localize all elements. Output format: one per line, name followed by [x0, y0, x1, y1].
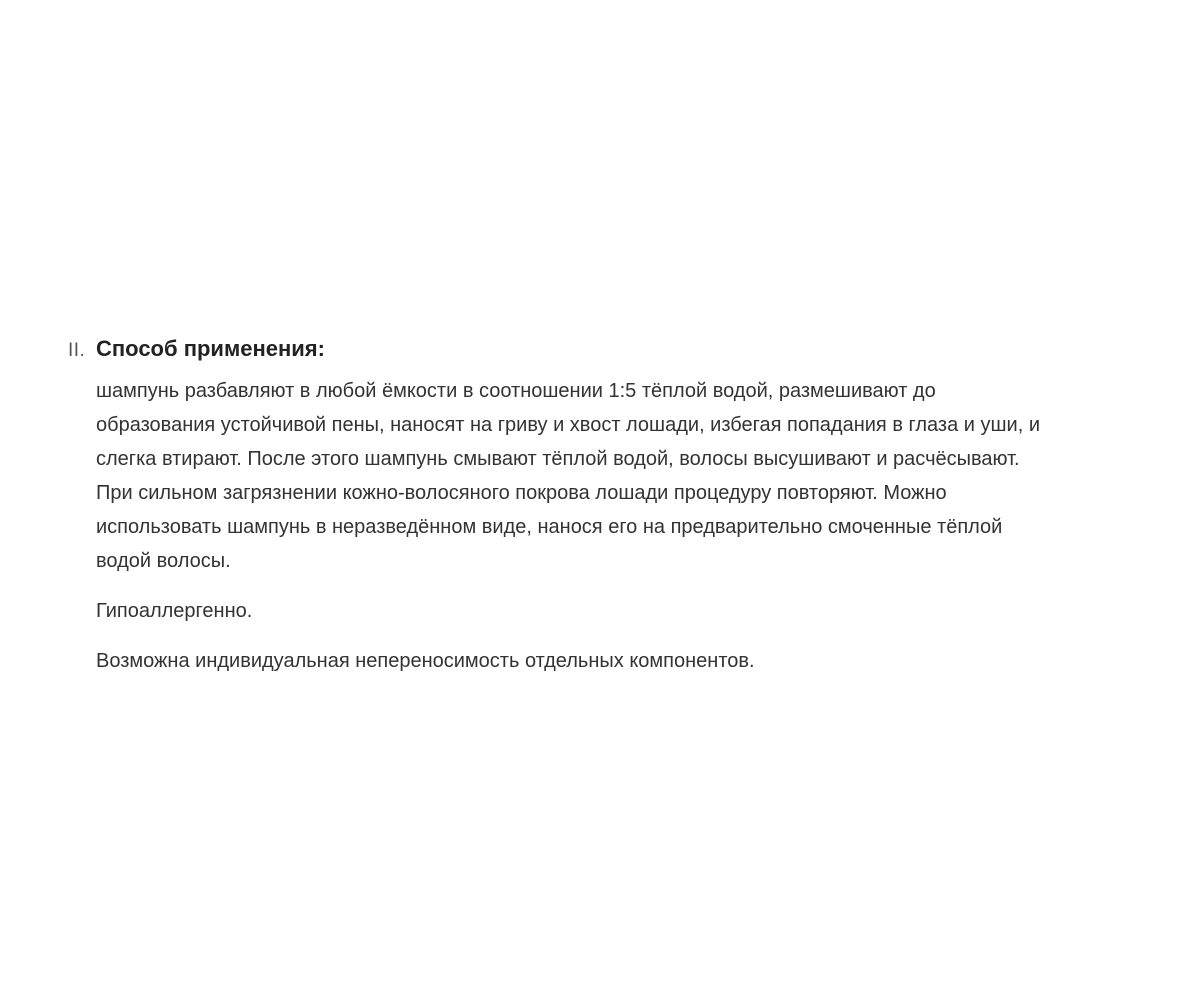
- instructions-line: слегка втирают. После этого шампунь смывают тёплой водой, волосы высушивают и расчёсывают.: [96, 448, 1020, 470]
- instructions-paragraph: [96, 374, 1188, 578]
- instructions-line: использовать шампунь в неразведённом виде, нанося его на предварительно смоченные тёплой: [96, 516, 1003, 538]
- instructions-line: шампунь разбавляют в любой ёмкости в соотношении 1:5 тёплой водой, размешивают до: [96, 380, 936, 402]
- hypoallergenic-note: Гипоаллергенно.: [96, 600, 253, 622]
- instructions-line: водой волосы.: [96, 550, 231, 572]
- intolerance-note: Возможна индивидуальная непереносимость отдельных компонентов.: [96, 650, 755, 672]
- section-body: [96, 374, 1188, 678]
- section-header: [68, 336, 1188, 370]
- section-number: II.: [68, 340, 86, 361]
- section-title: Способ применения:: [96, 336, 325, 361]
- instructions-line: При сильном загрязнении кожно-волосяного покрова лошади процедуру повторяют. Можно: [96, 482, 947, 504]
- usage-section: [68, 336, 1188, 694]
- instructions-line: образования устойчивой пены, наносят на гриву и хвост лошади, избегая попадания в глаза и уши, и: [96, 414, 1041, 436]
